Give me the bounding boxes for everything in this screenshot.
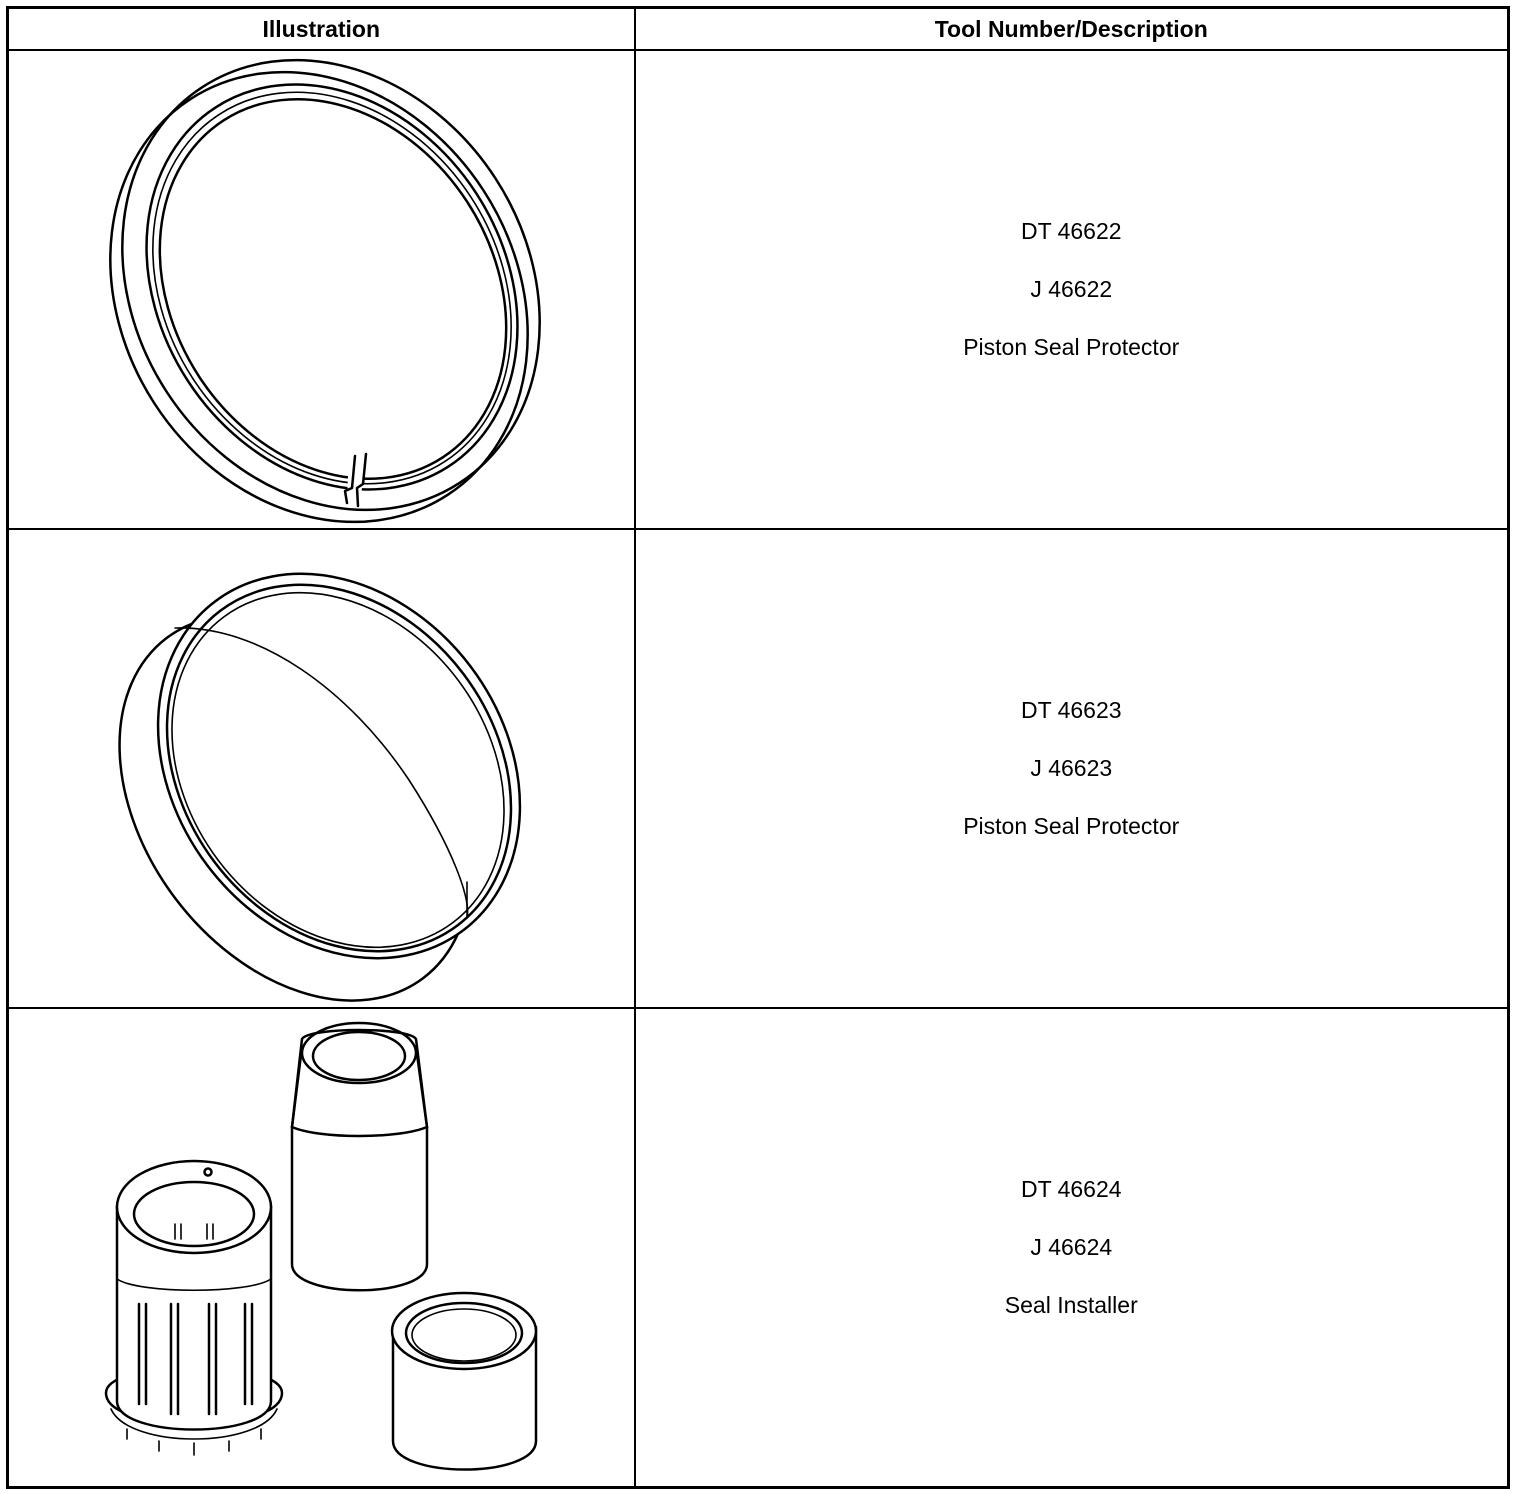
tool-number-dt: DT 46623 [1020,697,1122,723]
ring-sleeve-seal-protector-icon [9,530,636,1007]
tool-number-j: J 46623 [1030,755,1113,781]
description-cell [635,529,1509,1008]
tool-description: Seal Installer [1004,1292,1138,1318]
tool-number-j: J 46622 [1030,276,1113,302]
tool-table [6,6,1510,1489]
tool-number-dt: DT 46622 [1020,218,1122,244]
description-cell [635,50,1509,529]
tool-description: Piston Seal Protector [963,813,1180,839]
header-tool-description: Tool Number/Description [635,8,1509,51]
seal-installer-set-icon [9,1009,636,1486]
tool-description: Piston Seal Protector [963,334,1180,360]
table-row [8,50,1509,529]
tool-number-j: J 46624 [1030,1234,1113,1260]
description-cell [635,1008,1509,1488]
table-row [8,529,1509,1008]
illustration-cell [8,529,635,1008]
table-row [8,1008,1509,1488]
illustration-cell [8,50,635,529]
tool-number-dt: DT 46624 [1020,1176,1122,1202]
header-illustration: Illustration [8,8,635,51]
split-ring-seal-protector-icon [9,51,636,528]
header-row [8,8,1509,51]
illustration-cell [8,1008,635,1488]
